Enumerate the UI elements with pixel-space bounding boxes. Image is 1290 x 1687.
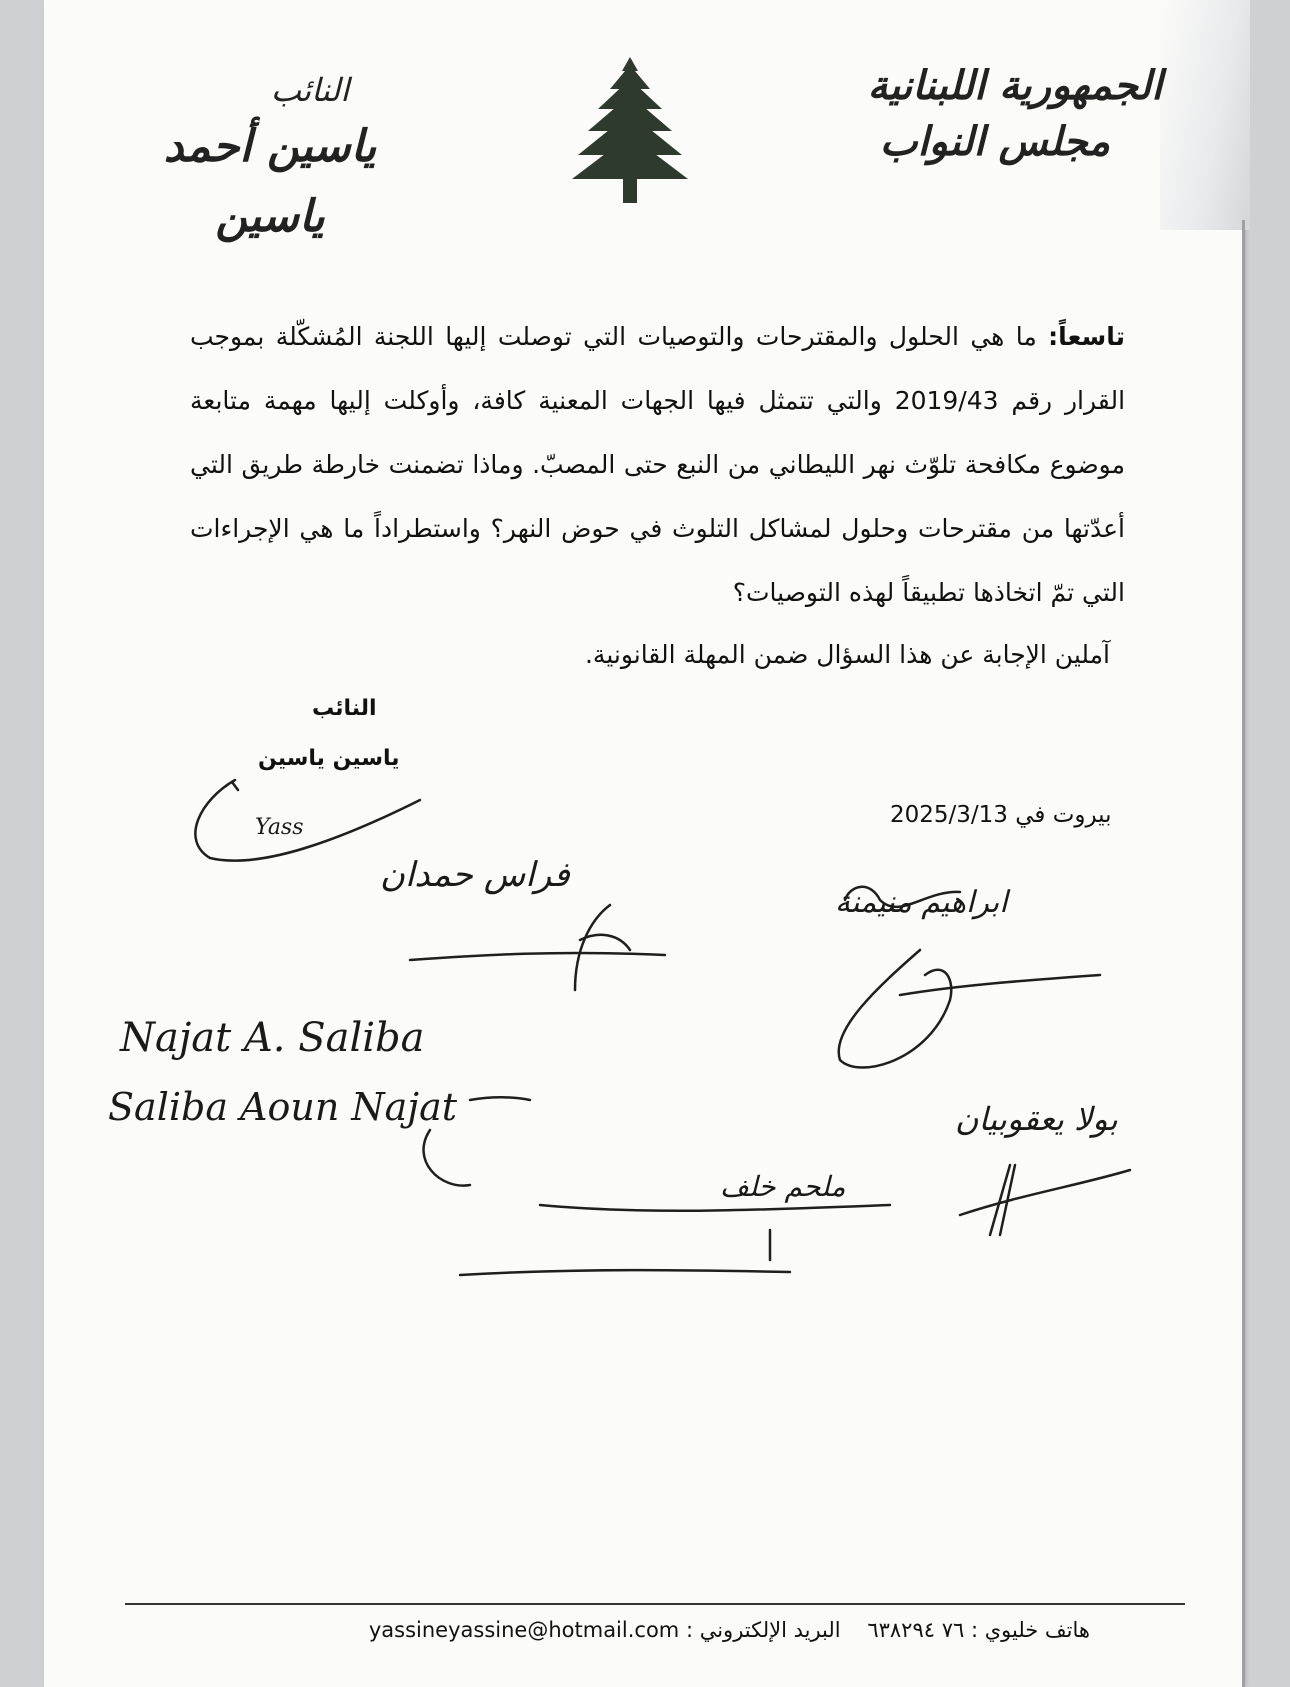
signature-hamdan-underline: [410, 953, 665, 960]
signature-yacoubian-mark: [960, 1165, 1130, 1235]
signature-mneimneh-text: ابراهيم منيمنة: [835, 885, 1008, 920]
signature-title: النائب: [312, 696, 377, 721]
signature-yassine-text: Yass: [255, 815, 304, 840]
email-address[interactable]: yassineyassine@hotmail.com: [368, 1618, 680, 1642]
parliament-title: مجلس النواب: [879, 118, 1111, 165]
phone-label: هاتف خليوي :: [970, 1618, 1090, 1642]
signature-saliba-text: Najat A. Saliba: [120, 1015, 425, 1061]
email-label: البريد الإلكتروني :: [685, 1618, 841, 1642]
signature-saliba-aoun-text: Saliba Aoun Najat: [108, 1085, 458, 1129]
phone-number: ٧٦ ٦٣٨٢٩٤: [867, 1618, 965, 1642]
signature-hamdan-flourish: [575, 905, 610, 990]
signature-khalaf-line: [540, 1205, 890, 1211]
question-text: ما هي الحلول والمقترحات والتوصيات التي توصلت إليها اللجنة المُشكّلة بموجب القرار رقم 2019/43 والتي تتمثل فيها الجهات المعنية كافة، وأوكلت إليها مهمة متابعة موضوع مكافحة تلوّث نهر الليطاني من النبع حتى المصبّ. وماذا تضمنت خارطة طريق التي أعدّتها من مقترحات وحلول لمشاكل التلوث في حوض النهر؟ واستطراداً ما هي الإجراءات التي تمّ اتخاذها تطبيقاً لهذه التوصيات؟: [190, 322, 1126, 607]
signature-saliba-flourish: [424, 1130, 470, 1186]
signature-yassine-mark: [232, 782, 238, 790]
footer-divider: [125, 1603, 1185, 1605]
mp-heading-name: ياسين أحمد ياسين: [163, 120, 377, 242]
signature-saliba-dash: [470, 1097, 530, 1100]
signature-hamdan-loop: [580, 935, 630, 950]
signature-hamdan-text: فراس حمدان: [380, 855, 570, 895]
signature-mneimneh-loop: [839, 950, 952, 1068]
footer-contact: [270, 1618, 1090, 1642]
signature-khalaf-underline: [460, 1270, 790, 1275]
signature-khalaf-text: ملحم خلف: [720, 1170, 846, 1203]
signature-mneimneh-line: [900, 975, 1100, 995]
signature-yassine-stroke: [195, 780, 420, 861]
mp-heading-title: النائب: [270, 71, 350, 109]
signature-yacoubian-text: بولا يعقوبيان: [955, 1100, 1118, 1138]
place-date: بيروت في 2025/3/13: [890, 802, 1112, 828]
closing-line: آملين الإجابة عن هذا السؤال ضمن المهلة القانونية.: [584, 640, 1110, 669]
question-number: تاسعاً:: [1048, 322, 1125, 351]
republic-title: الجمهورية اللبنانية: [867, 62, 1163, 109]
signature-name: ياسين ياسين: [258, 746, 400, 771]
